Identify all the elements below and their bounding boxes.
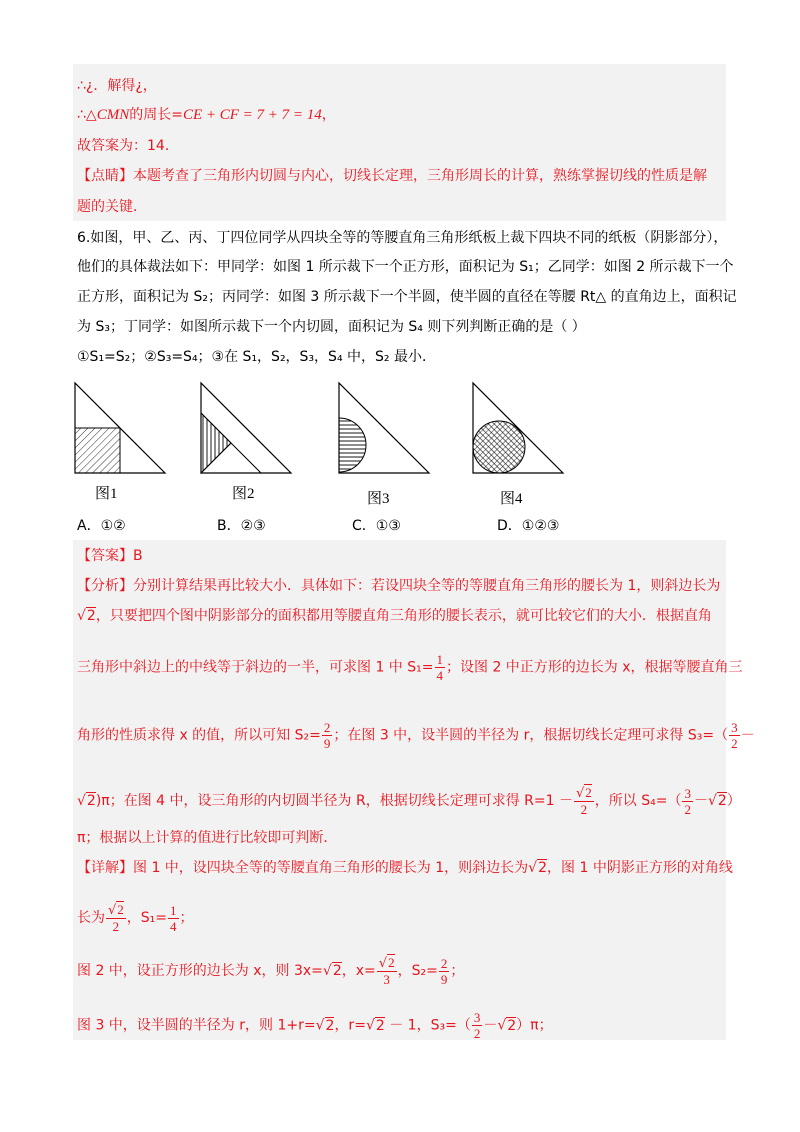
figure-4-caption: 图4 [500, 491, 523, 507]
detail-line-3: 图 2 中，设正方形的边长为 x，则 3x=√2，x= $\frac{√2}{3}$ ，S₂= $\frac{2}{9}$ ； [77, 955, 465, 987]
analysis-line-4: 角形的性质求得 x 的值，所以可知 S₂= $\frac{2}{9}$ ；在图 3 中，设半圆的半径为 r，根据切线长定理可求得 S₃=（ $\frac{3}{2}$ － [77, 720, 755, 751]
question-line-4: 为 S₃；丁同学：如图所示裁下一个内切圆，面积记为 S₄ 则下列判断正确的是（ ） [77, 319, 586, 335]
analysis-line-1: 【分析】分别计算结果再比较大小．具体如下：若设四块全等的等腰直角三角形的腰长为 1，则斜边长为 [77, 578, 721, 594]
detail-line-1: 【详解】图 1 中，设四块全等的等腰直角三角形的腰长为 1，则斜边长为√2，图 1 中阴影正方形的对角线 [77, 860, 733, 876]
prev-line-4: 【点睛】本题考查了三角形内切圆与内心，切线长定理，三角形周长的计算，熟练掌握切线的性质是解 [77, 168, 707, 184]
figure-3 [336, 380, 436, 476]
analysis-line-2: √2，只要把四个图中阴影部分的面积都用等腰直角三角形的腰长表示，就可比较它们的大小．根据直角 [77, 608, 712, 624]
prev-line-3: 故答案为：14． [77, 138, 179, 154]
figure-2 [198, 380, 298, 476]
question-line-5: ①S₁=S₂；②S₃=S₄；③在 S₁，S₂，S₃，S₄ 中，S₂ 最小． [77, 349, 436, 365]
question-line-2: 他们的具体裁法如下：甲同学：如图 1 所示裁下一个正方形，面积记为 S₁；乙同学：如图 2 所示裁下一个 [77, 259, 734, 275]
option-d: D．①②③ [497, 518, 560, 534]
figure-1 [72, 380, 172, 476]
figure-4 [470, 380, 570, 476]
figure-3-caption: 图3 [367, 491, 390, 507]
figure-3-semicircle [339, 418, 366, 472]
option-c: C．①③ [352, 518, 401, 534]
analysis-line-5: √2)π；在图 4 中，设三角形的内切圆半径为 R，根据切线长定理可求得 R=1 － $\frac{√2}{2}$ ，所以 S₄=（ $\frac{3}{2}$ －√2） [77, 785, 741, 817]
figure-1-square [75, 428, 120, 473]
prev-line-2: ∴△CMN的周长=CE + CF = 7 + 7 = 14， [77, 107, 336, 123]
detail-line-4: 图 3 中，设半圆的半径为 r，则 1+r=√2，r=√2 － 1，S₃=（ $\frac{3}{2}$ －√2）π； [77, 1010, 553, 1041]
prev-line-1: ∴¿．解得¿， [77, 78, 157, 94]
figure-1-caption: 图1 [95, 486, 118, 502]
prev-line-5: 题的关键． [77, 199, 147, 215]
analysis-line-3: 三角形中斜边上的中线等于斜边的一半，可求图 1 中 S₁= $\frac{1}{4}$ ；设图 2 中正方形的边长为 x，根据等腰直角三 [77, 652, 743, 683]
figure-2-caption: 图2 [232, 486, 255, 502]
detail-line-2: 长为 $\frac{√2}{2}$ ，S₁= $\frac{1}{4}$ ； [77, 902, 194, 934]
option-a: A．①② [77, 518, 126, 534]
analysis-line-6: π；根据以上计算的值进行比较即可判断． [77, 830, 338, 846]
question-line-3: 正方形，面积记为 S₂；丙同学：如图 3 所示裁下一个半圆，使半圆的直径在等腰 Rt△ 的直角边上，面积记 [77, 289, 737, 305]
option-b: B．②③ [217, 518, 266, 534]
answer-label: 【答案】B [77, 548, 143, 564]
figure-4-incircle [473, 421, 525, 473]
question-line-1: 6.如图，甲、乙、丙、丁四位同学从四块全等的等腰直角三角形纸板上裁下四块不同的纸板（阴影部分）， [77, 230, 728, 246]
